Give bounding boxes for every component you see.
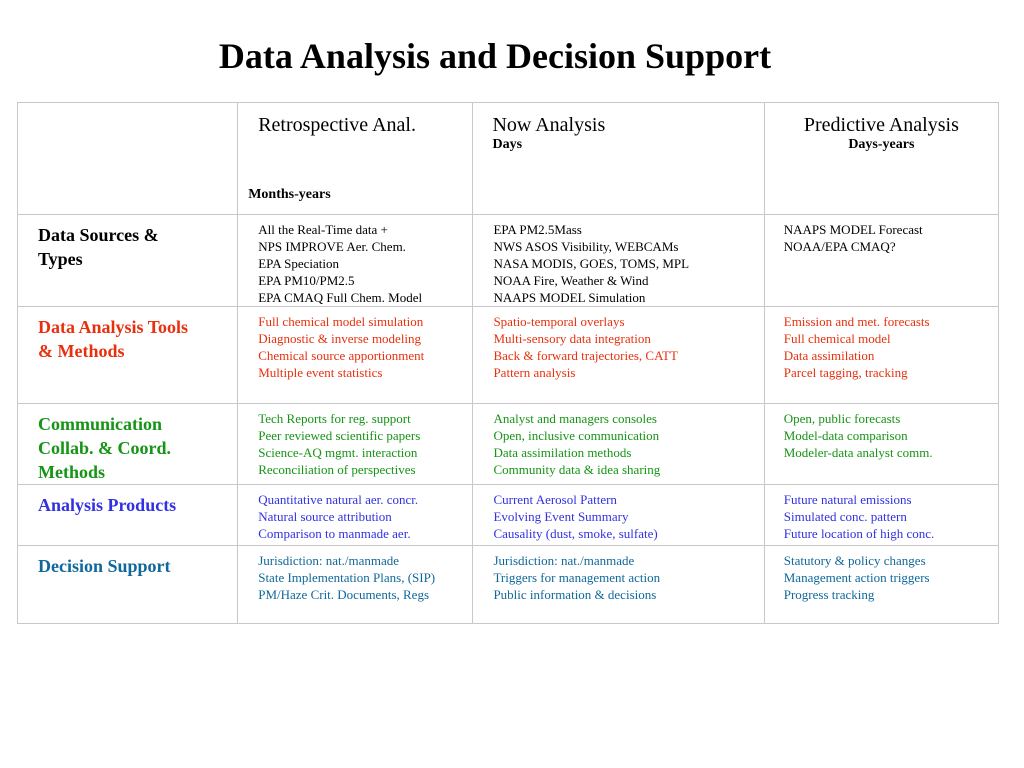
header-predictive	[764, 103, 998, 215]
list-item: Peer reviewed scientific papers	[258, 428, 421, 443]
list-item: Simulated conc. pattern	[783, 509, 907, 524]
list-item: Modeler-data analyst comm.	[783, 445, 933, 460]
row-label-line: Analysis Products	[38, 495, 177, 515]
list-item: Current Aerosol Pattern	[493, 492, 617, 507]
cell-analysis-products-predictive	[764, 485, 998, 546]
list-item: Diagnostic & inverse modeling	[258, 331, 422, 346]
list-item: Science-AQ mgmt. interaction	[258, 445, 418, 460]
list-item: Full chemical model	[783, 331, 891, 346]
list-item: Jurisdiction: nat./manmade	[258, 553, 400, 568]
row-label-line: Collab. & Coord.	[38, 438, 172, 458]
row-analysis-products	[18, 485, 999, 546]
list-item: NASA MODIS, GOES, TOMS, MPL	[493, 256, 690, 271]
row-label-line: Data Sources &	[38, 225, 159, 245]
list-item: All the Real-Time data +	[258, 222, 388, 237]
row-decision-support	[18, 546, 999, 624]
row-data-sources	[18, 215, 999, 307]
header-now	[473, 103, 764, 215]
list-item: Spatio-temporal overlays	[493, 314, 625, 329]
list-item: NPS IMPROVE Aer. Chem.	[258, 239, 406, 254]
list-item: Natural source attribution	[258, 509, 392, 524]
list-item: Causality (dust, smoke, sulfate)	[493, 526, 658, 541]
row-label-line: Decision Support	[38, 556, 171, 576]
cell-communication-retrospective	[238, 404, 473, 485]
row-label-line: Communication	[38, 414, 163, 434]
list-item: Evolving Event Summary	[493, 509, 629, 524]
list-item: Back & forward trajectories, CATT	[493, 348, 678, 363]
list-item: NOAA/EPA CMAQ?	[783, 239, 896, 254]
header-row	[18, 103, 999, 215]
list-item: Statutory & policy changes	[783, 553, 926, 568]
list-item: NOAA Fire, Weather & Wind	[493, 273, 649, 288]
row-label-communication	[18, 404, 238, 485]
list-item: Reconciliation of perspectives	[258, 462, 416, 477]
list-item: PM/Haze Crit. Documents, Regs	[258, 587, 430, 602]
list-item: Progress tracking	[783, 587, 875, 602]
list-item: Public information & decisions	[493, 587, 657, 602]
cell-data-sources-predictive	[764, 215, 998, 307]
header-retrospective-timescale: Months-years	[248, 187, 331, 202]
list-item: EPA PM10/PM2.5	[258, 273, 355, 288]
list-item: Quantitative natural aer. concr.	[258, 492, 419, 507]
header-retrospective-title: Retrospective Anal.	[258, 114, 416, 136]
list-item: Pattern analysis	[493, 365, 576, 380]
list-item: Chemical source apportionment	[258, 348, 425, 363]
list-item: Data assimilation	[783, 348, 875, 363]
list-item: Tech Reports for reg. support	[258, 411, 411, 426]
row-label-line: Data Analysis Tools	[38, 317, 189, 337]
cell-analysis-products-retrospective	[238, 485, 473, 546]
analysis-matrix-table	[17, 102, 999, 624]
list-item: Future location of high conc.	[783, 526, 935, 541]
cell-decision-support-predictive	[764, 546, 998, 624]
list-item: Emission and met. forecasts	[783, 314, 930, 329]
list-item: NAAPS MODEL Forecast	[783, 222, 923, 237]
page-title: Data Analysis and Decision Support	[218, 36, 772, 76]
row-label-line: & Methods	[38, 341, 125, 361]
list-item: EPA Speciation	[258, 256, 339, 271]
header-corner-cell	[18, 103, 238, 215]
list-item: Full chemical model simulation	[258, 314, 424, 329]
list-item: Analyst and managers consoles	[493, 411, 657, 426]
row-communication	[18, 404, 999, 485]
cell-analysis-products-now	[473, 485, 764, 546]
list-item: State Implementation Plans, (SIP)	[258, 570, 436, 585]
list-item: Jurisdiction: nat./manmade	[493, 553, 635, 568]
list-item: Comparison to manmade aer.	[258, 526, 411, 541]
cell-analysis-tools-now	[473, 307, 764, 404]
cell-data-sources-now	[473, 215, 764, 307]
list-item: NAAPS MODEL Simulation	[493, 290, 646, 305]
list-item: Management action triggers	[783, 570, 930, 585]
list-item: Open, inclusive communication	[493, 428, 660, 443]
list-item: Community data & idea sharing	[493, 462, 661, 477]
list-item: EPA PM2.5Mass	[493, 222, 582, 237]
list-item: EPA CMAQ Full Chem. Model	[258, 290, 423, 305]
cell-data-sources-retrospective	[238, 215, 473, 307]
header-predictive-timescale: Days-years	[848, 137, 915, 152]
row-label-line: Methods	[38, 462, 105, 482]
list-item: Parcel tagging, tracking	[783, 365, 908, 380]
list-item: Data assimilation methods	[493, 445, 632, 460]
row-label-data-sources	[18, 215, 238, 307]
row-label-decision-support	[18, 546, 238, 624]
header-now-timescale: Days	[492, 137, 523, 152]
list-item: Open, public forecasts	[783, 411, 901, 426]
cell-decision-support-retrospective	[238, 546, 473, 624]
cell-communication-predictive	[764, 404, 998, 485]
cell-communication-now	[473, 404, 764, 485]
cell-decision-support-now	[473, 546, 764, 624]
header-retrospective	[238, 103, 473, 215]
list-item: NWS ASOS Visibility, WEBCAMs	[493, 239, 679, 254]
list-item: Triggers for management action	[493, 570, 661, 585]
list-item: Model-data comparison	[783, 428, 908, 443]
list-item: Multi-sensory data integration	[493, 331, 651, 346]
row-label-analysis-products	[18, 485, 238, 546]
cell-analysis-tools-retrospective	[238, 307, 473, 404]
list-item: Multiple event statistics	[258, 365, 383, 380]
header-predictive-title: Predictive Analysis	[803, 114, 959, 136]
row-analysis-tools	[18, 307, 999, 404]
cell-analysis-tools-predictive	[764, 307, 998, 404]
header-now-title: Now Analysis	[492, 114, 606, 136]
list-item: Future natural emissions	[783, 492, 912, 507]
row-label-line: Types	[38, 249, 83, 269]
row-label-analysis-tools	[18, 307, 238, 404]
